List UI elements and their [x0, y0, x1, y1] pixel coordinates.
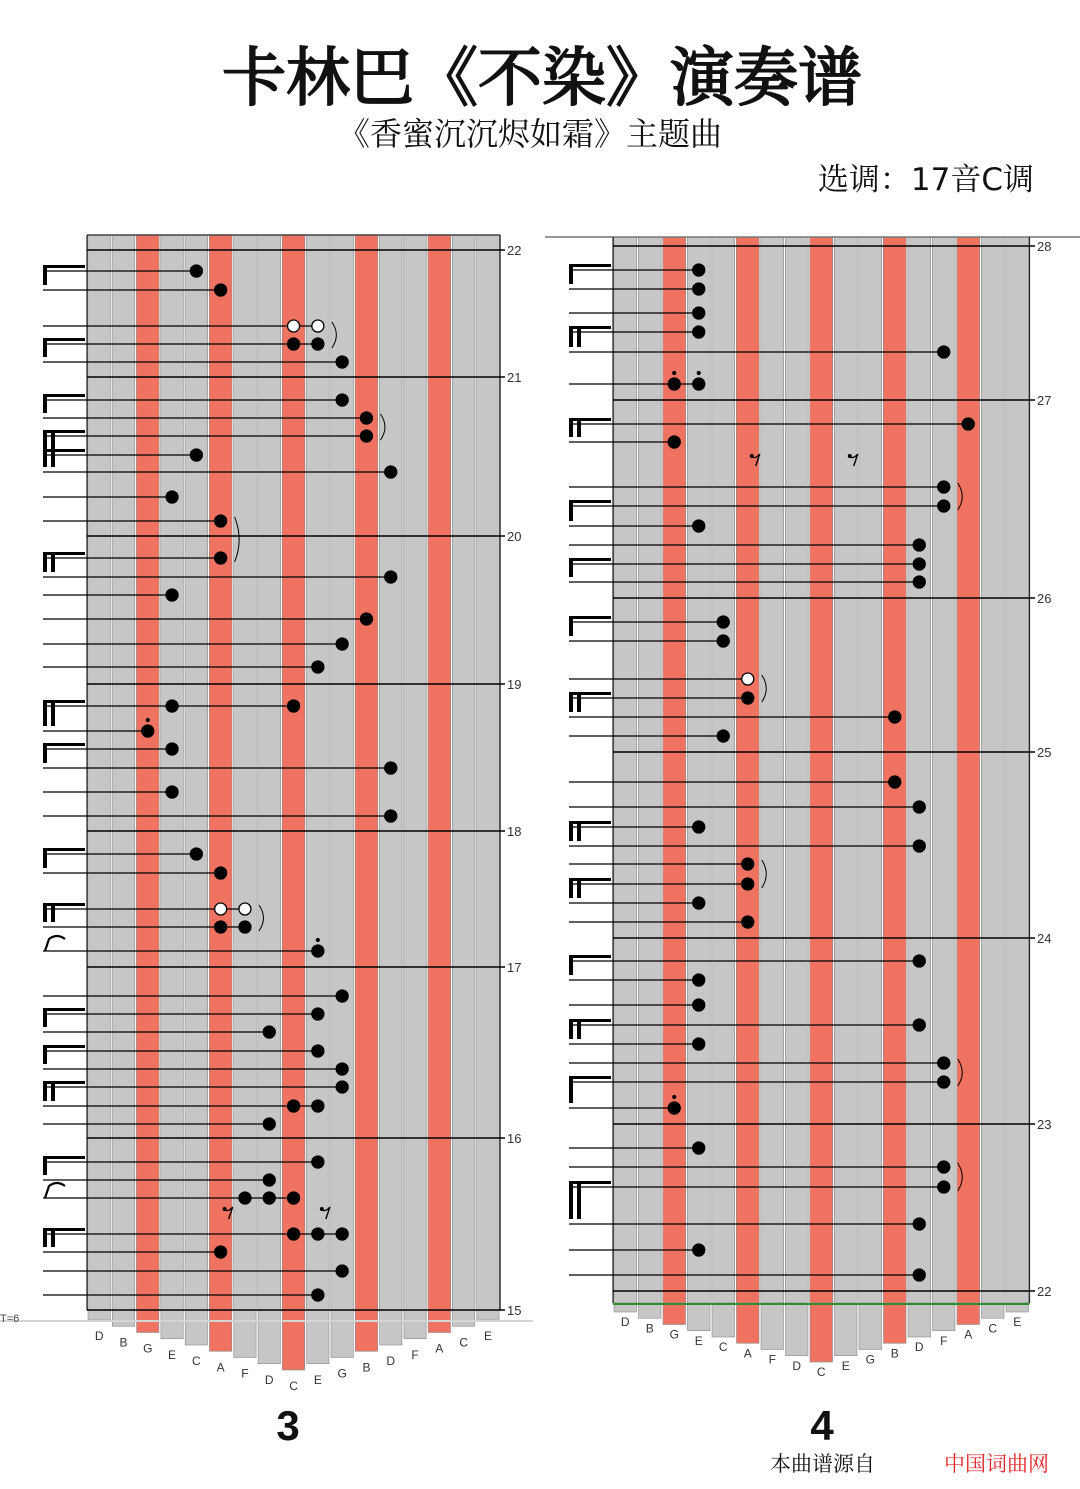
tine: [810, 1303, 833, 1362]
note: [717, 616, 729, 628]
beam: [43, 849, 47, 868]
key-column: [908, 237, 931, 1303]
tine: [639, 1303, 662, 1318]
secondary-beam: [51, 1082, 55, 1101]
key-column: [859, 237, 882, 1303]
note: [360, 412, 372, 424]
beam-head: [569, 955, 611, 958]
note: [385, 571, 397, 583]
beam-head: [43, 1156, 85, 1159]
note: [312, 1156, 324, 1168]
key-column: [136, 235, 159, 1310]
note: [190, 848, 202, 860]
note: [668, 436, 680, 448]
beam-head: [43, 1008, 85, 1011]
source-site-name: 中国词曲网: [944, 1452, 1049, 1476]
note: [336, 638, 348, 650]
note: [263, 1192, 275, 1204]
hollow-note: [742, 673, 754, 685]
beam: [569, 1182, 573, 1219]
beam-head: [569, 821, 611, 824]
beam: [569, 956, 573, 975]
secondary-beam: [51, 431, 55, 450]
note: [239, 1192, 251, 1204]
note: [717, 635, 729, 647]
tempo-marking: T=6: [0, 1313, 20, 1325]
secondary-beam: [577, 1020, 581, 1039]
note: [288, 338, 300, 350]
key-label: A: [435, 1341, 444, 1356]
note: [215, 284, 227, 296]
key-label: F: [241, 1366, 249, 1381]
key-column: [712, 237, 735, 1303]
tine: [355, 1310, 377, 1351]
note: [913, 955, 925, 967]
measure-number: 19: [507, 677, 522, 692]
key-column: [614, 237, 637, 1303]
key-columns: [88, 235, 500, 1310]
key-label: E: [483, 1329, 492, 1343]
note: [913, 801, 925, 813]
note: [693, 974, 705, 986]
key-label: B: [362, 1360, 371, 1375]
key-label: C: [988, 1321, 998, 1336]
beam: [569, 419, 573, 437]
note: [312, 661, 324, 673]
note: [190, 449, 202, 461]
beam-head: [569, 558, 611, 561]
beam: [569, 327, 573, 347]
note: [288, 1228, 300, 1240]
dot-mark: [146, 718, 150, 722]
measure-number: 22: [507, 243, 522, 258]
note: [938, 1181, 950, 1193]
beam: [569, 822, 573, 841]
key-label: C: [192, 1354, 201, 1368]
key-label: E: [168, 1347, 177, 1362]
hollow-note: [312, 320, 324, 332]
key-column: [234, 235, 257, 1310]
note: [693, 897, 705, 909]
note: [962, 418, 974, 430]
key-selection: 选调：17音C调: [817, 162, 1034, 198]
note: [215, 552, 227, 564]
dot-mark: [672, 1095, 676, 1099]
key-column: [981, 237, 1004, 1303]
key-column: [477, 235, 500, 1310]
tine: [234, 1310, 256, 1358]
dot-mark: [672, 371, 676, 375]
note: [336, 1265, 348, 1277]
beam-head: [569, 326, 611, 329]
secondary-beam: [577, 327, 581, 347]
beam: [569, 879, 573, 898]
tine: [786, 1303, 809, 1356]
beam-head: [43, 903, 85, 906]
key-column: [957, 237, 980, 1303]
secondary-beam: [51, 1229, 55, 1247]
note: [239, 921, 251, 933]
beam-head: [569, 878, 611, 881]
secondary-beam: [51, 904, 55, 922]
tine: [282, 1310, 304, 1370]
tine: [761, 1303, 784, 1350]
beam-head: [569, 1076, 611, 1079]
key-column: [810, 237, 833, 1303]
key-label: D: [914, 1340, 924, 1354]
key-label: E: [841, 1358, 850, 1373]
beam-head: [43, 265, 85, 268]
secondary-beam: [577, 822, 581, 841]
key-label: D: [94, 1329, 104, 1343]
page-subtitle: 《香蜜沉沉烬如霜》主题曲: [337, 115, 723, 153]
key-column: [932, 237, 955, 1303]
key-column: [834, 237, 857, 1303]
measure-number: 24: [1037, 931, 1052, 946]
key-label: F: [768, 1352, 776, 1367]
beam-head: [43, 394, 85, 397]
measure-number: 17: [507, 960, 522, 975]
note: [913, 576, 925, 588]
key-label: G: [337, 1366, 347, 1381]
tab-panel-right: [545, 237, 1080, 1379]
key-label: C: [459, 1335, 468, 1350]
secondary-beam: [51, 553, 55, 572]
key-label: B: [119, 1335, 128, 1350]
note: [215, 515, 227, 527]
note: [312, 1045, 324, 1057]
key-label: G: [865, 1352, 875, 1367]
note: [263, 1118, 275, 1130]
key-column: [1006, 237, 1029, 1303]
note: [336, 394, 348, 406]
note: [913, 840, 925, 852]
key-column: [185, 235, 208, 1310]
secondary-beam: [577, 419, 581, 437]
key-label: A: [216, 1360, 225, 1375]
key-label: D: [792, 1358, 802, 1373]
secondary-beam: [51, 701, 55, 726]
tine: [908, 1303, 931, 1337]
hollow-note: [288, 320, 300, 332]
key-column: [209, 235, 232, 1310]
beam-head: [43, 700, 85, 703]
beam: [43, 1229, 47, 1247]
page-title: 卡林巴《不染》演奏谱: [222, 42, 862, 116]
note: [693, 520, 705, 532]
tine: [933, 1303, 956, 1331]
beam-head: [569, 616, 611, 619]
note: [693, 821, 705, 833]
key-column: [161, 235, 184, 1310]
measure-number: 28: [1037, 239, 1052, 254]
note: [263, 1174, 275, 1186]
note: [336, 990, 348, 1002]
key-label: B: [645, 1321, 654, 1336]
measure-number: 21: [507, 370, 522, 385]
tine: [210, 1310, 232, 1351]
note: [288, 1192, 300, 1204]
beam-head: [43, 430, 85, 433]
note: [938, 1161, 950, 1173]
beam-head: [43, 449, 85, 452]
note: [336, 1228, 348, 1240]
note: [312, 338, 324, 350]
beam-head: [43, 1081, 85, 1084]
key-label: F: [940, 1333, 948, 1348]
note: [312, 1008, 324, 1020]
tine: [404, 1310, 426, 1339]
key-label: D: [386, 1354, 396, 1368]
tine: [663, 1303, 686, 1325]
note: [360, 613, 372, 625]
note: [938, 481, 950, 493]
key-label: C: [718, 1340, 728, 1354]
key-label: C: [289, 1379, 298, 1393]
dot-mark: [316, 938, 320, 942]
beam-head: [569, 418, 611, 421]
key-label: C: [816, 1365, 826, 1379]
note: [693, 999, 705, 1011]
beam: [569, 501, 573, 521]
note: [360, 430, 372, 442]
note: [913, 539, 925, 551]
tine: [185, 1310, 207, 1345]
tine: [88, 1310, 110, 1320]
key-label: B: [890, 1346, 899, 1361]
key-label: A: [743, 1346, 752, 1361]
beam: [43, 1157, 47, 1175]
tine: [884, 1303, 907, 1343]
beam: [43, 701, 47, 726]
beam-head: [569, 1181, 611, 1184]
note: [913, 558, 925, 570]
beam: [43, 1009, 47, 1027]
beam: [569, 617, 573, 636]
note: [668, 1102, 680, 1114]
beam-head: [43, 743, 85, 746]
note: [742, 916, 754, 928]
note: [336, 1081, 348, 1093]
note: [693, 378, 705, 390]
note: [693, 326, 705, 338]
note: [938, 1057, 950, 1069]
tine: [307, 1310, 329, 1364]
beam-head: [569, 692, 611, 695]
key-label: E: [313, 1372, 322, 1387]
note: [938, 346, 950, 358]
tine: [331, 1310, 353, 1358]
key-column: [307, 235, 330, 1310]
note: [263, 1026, 275, 1038]
key-column: [736, 237, 759, 1303]
beam: [569, 1020, 573, 1039]
note: [288, 700, 300, 712]
key-column: [452, 235, 475, 1310]
beam: [43, 339, 47, 357]
note: [385, 810, 397, 822]
note: [938, 500, 950, 512]
beam-head: [43, 1228, 85, 1231]
note: [336, 356, 348, 368]
beam: [43, 450, 47, 467]
dot-mark: [697, 371, 701, 375]
beam: [43, 1046, 47, 1064]
measure-number: 27: [1037, 393, 1052, 408]
note: [693, 264, 705, 276]
note: [385, 466, 397, 478]
note: [693, 307, 705, 319]
page-number-left: 3: [276, 1402, 300, 1449]
note: [668, 378, 680, 390]
note: [190, 265, 202, 277]
note: [693, 283, 705, 295]
note: [336, 1063, 348, 1075]
note: [742, 692, 754, 704]
key-column: [638, 237, 661, 1303]
measure-number: 22: [1037, 1284, 1052, 1299]
key-label: F: [411, 1347, 419, 1362]
beam-head: [569, 500, 611, 503]
beam: [43, 904, 47, 922]
key-column: [88, 235, 111, 1310]
secondary-beam: [577, 879, 581, 898]
note: [166, 786, 178, 798]
tine: [112, 1310, 134, 1326]
note: [742, 878, 754, 890]
note: [693, 1038, 705, 1050]
hollow-note: [215, 903, 227, 915]
note: [938, 1076, 950, 1088]
note: [215, 867, 227, 879]
beam: [43, 395, 47, 413]
key-column: [428, 235, 451, 1310]
note: [889, 776, 901, 788]
note: [312, 1228, 324, 1240]
key-column: [785, 237, 808, 1303]
note: [742, 858, 754, 870]
page-number-right: 4: [810, 1402, 834, 1449]
note: [889, 711, 901, 723]
tine: [380, 1310, 402, 1345]
beam: [43, 1082, 47, 1101]
beam-head: [569, 264, 611, 267]
key-label: D: [264, 1372, 274, 1387]
tine: [737, 1303, 760, 1343]
note: [288, 1100, 300, 1112]
beam-head: [43, 848, 85, 851]
tine: [982, 1303, 1005, 1318]
measure-number: 20: [507, 529, 522, 544]
tine: [258, 1310, 280, 1364]
note: [717, 730, 729, 742]
beam-head: [569, 1019, 611, 1022]
beam: [569, 693, 573, 712]
measure-number: 23: [1037, 1117, 1052, 1132]
tine: [161, 1310, 183, 1339]
source-label: 本曲谱源自: [770, 1452, 875, 1476]
key-label: D: [620, 1315, 630, 1329]
measure-number: 15: [507, 1303, 522, 1318]
key-column: [282, 235, 305, 1310]
key-label: G: [669, 1327, 679, 1342]
note: [693, 1142, 705, 1154]
beam: [43, 553, 47, 572]
note: [166, 700, 178, 712]
key-label: E: [694, 1333, 703, 1348]
note: [312, 1100, 324, 1112]
key-column: [112, 235, 135, 1310]
key-column: [355, 235, 378, 1310]
note: [913, 1269, 925, 1281]
measure-number: 25: [1037, 745, 1052, 760]
note: [312, 1289, 324, 1301]
note: [142, 725, 154, 737]
beam: [43, 744, 47, 763]
beam: [43, 431, 47, 450]
note: [693, 1244, 705, 1256]
tine: [957, 1303, 980, 1325]
key-column: [663, 237, 686, 1303]
key-label: A: [964, 1327, 973, 1342]
beam-head: [43, 338, 85, 341]
key-column: [404, 235, 427, 1310]
beam-head: [43, 552, 85, 555]
tine: [835, 1303, 858, 1356]
tine: [453, 1310, 475, 1326]
note: [215, 1246, 227, 1258]
key-column: [883, 237, 906, 1303]
measure-number: 26: [1037, 591, 1052, 606]
note: [913, 1218, 925, 1230]
key-columns: [614, 237, 1029, 1303]
measure-number: 18: [507, 824, 522, 839]
key-label: E: [1013, 1315, 1022, 1329]
beam: [569, 265, 573, 284]
key-column: [761, 237, 784, 1303]
tine: [688, 1303, 711, 1331]
key-label: G: [143, 1341, 153, 1356]
note: [215, 921, 227, 933]
tine: [712, 1303, 735, 1337]
secondary-beam: [577, 1182, 581, 1219]
tine: [859, 1303, 882, 1350]
note: [385, 762, 397, 774]
beam: [569, 1077, 573, 1103]
note: [166, 589, 178, 601]
secondary-beam: [577, 693, 581, 712]
beam-head: [43, 1045, 85, 1048]
note: [166, 743, 178, 755]
hollow-note: [239, 903, 251, 915]
note: [913, 1019, 925, 1031]
measure-number: 16: [507, 1131, 522, 1146]
key-column: [258, 235, 281, 1310]
beam: [569, 559, 573, 577]
secondary-beam: [51, 450, 55, 467]
note: [312, 945, 324, 957]
tine: [477, 1310, 499, 1320]
beam: [43, 266, 47, 285]
note: [166, 491, 178, 503]
